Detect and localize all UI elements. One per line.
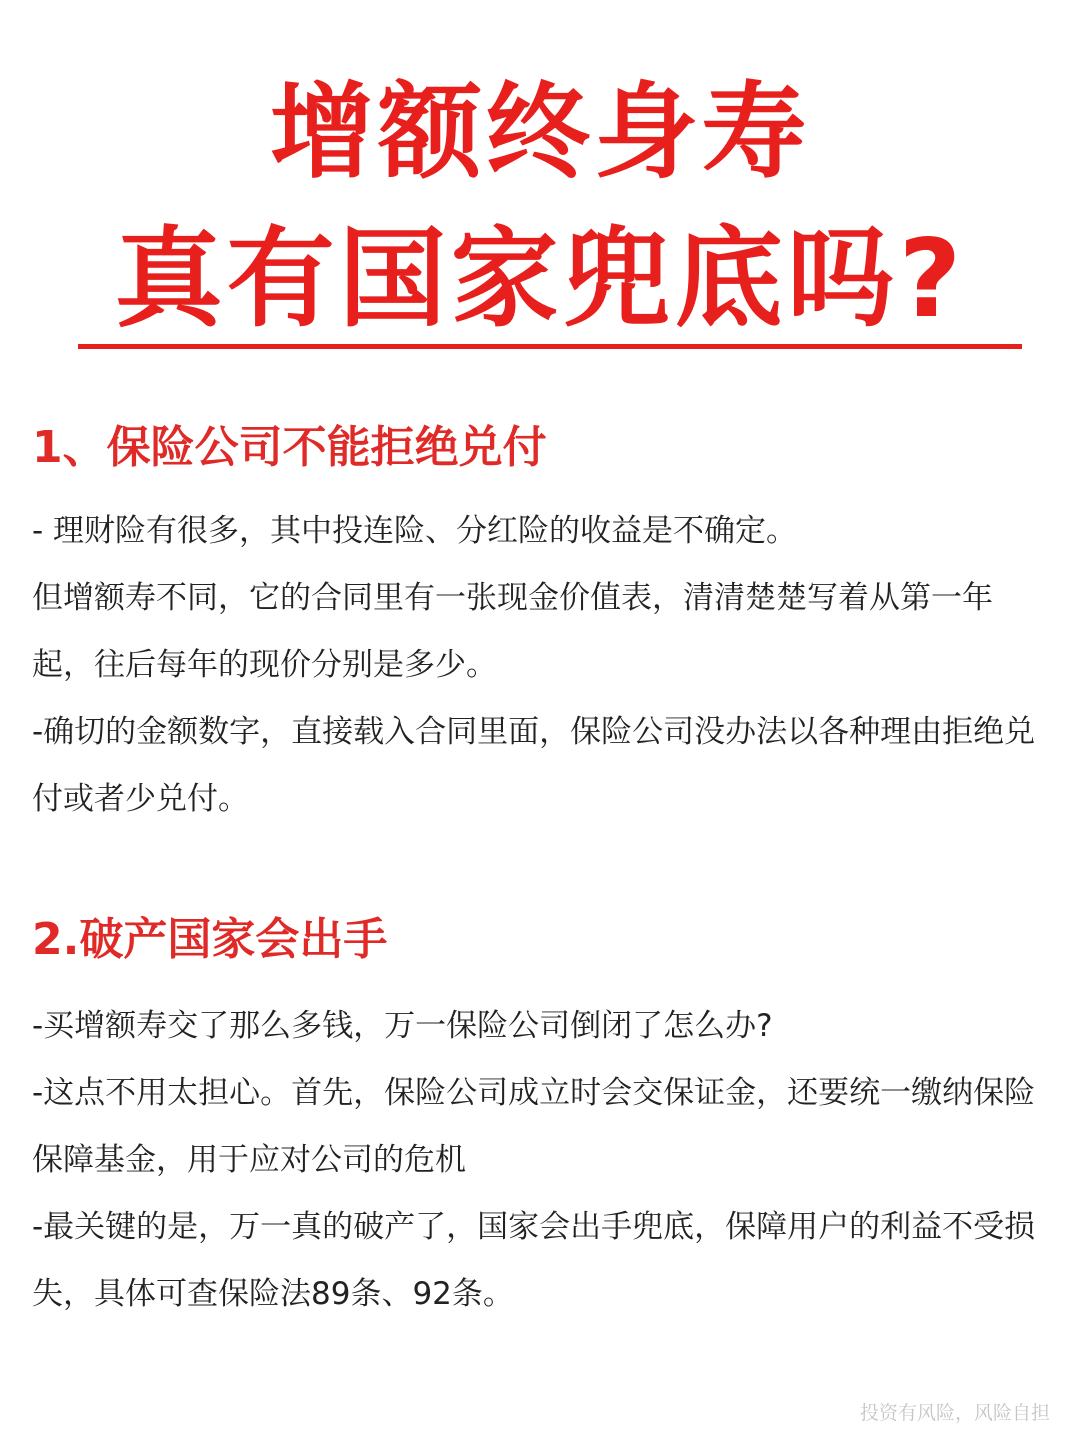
section-2-paragraph-3: -最关键的是，万一真的破产了，国家会出手兜底，保障用户的利益不受损失，具体可查保险法89条、92条。	[32, 1209, 1036, 1312]
section-2-paragraph-1: -买增额寿交了那么多钱，万一保险公司倒闭了怎么办?	[32, 1008, 773, 1044]
title-line-2: 真有国家兜底吗?	[114, 217, 966, 342]
section-1-paragraph-1: - 理财险有很多，其中投连险、分红险的收益是不确定。	[32, 513, 798, 549]
title-divider	[78, 344, 1022, 349]
section-1-paragraph-2: 但增额寿不同，它的合同里有一张现金价值表，清清楚楚写着从第一年起，往后每年的现价分别是多少。	[32, 580, 993, 683]
section-2-heading: 2.破产国家会出手	[32, 914, 388, 965]
section-1-paragraph-3: -确切的金额数字，直接载入合同里面，保险公司没办法以各种理由拒绝兑付或者少兑付。	[32, 714, 1036, 817]
section-1-heading: 1、保险公司不能拒绝兑付	[32, 422, 547, 473]
section-2-paragraph-2: -这点不用太担心。首先，保险公司成立时会交保证金，还要统一缴纳保险保障基金，用于应对公司的危机	[32, 1075, 1036, 1178]
risk-disclaimer: 投资有风险，风险自担	[859, 1402, 1050, 1424]
title-line-1: 增额终身寿	[269, 71, 810, 193]
